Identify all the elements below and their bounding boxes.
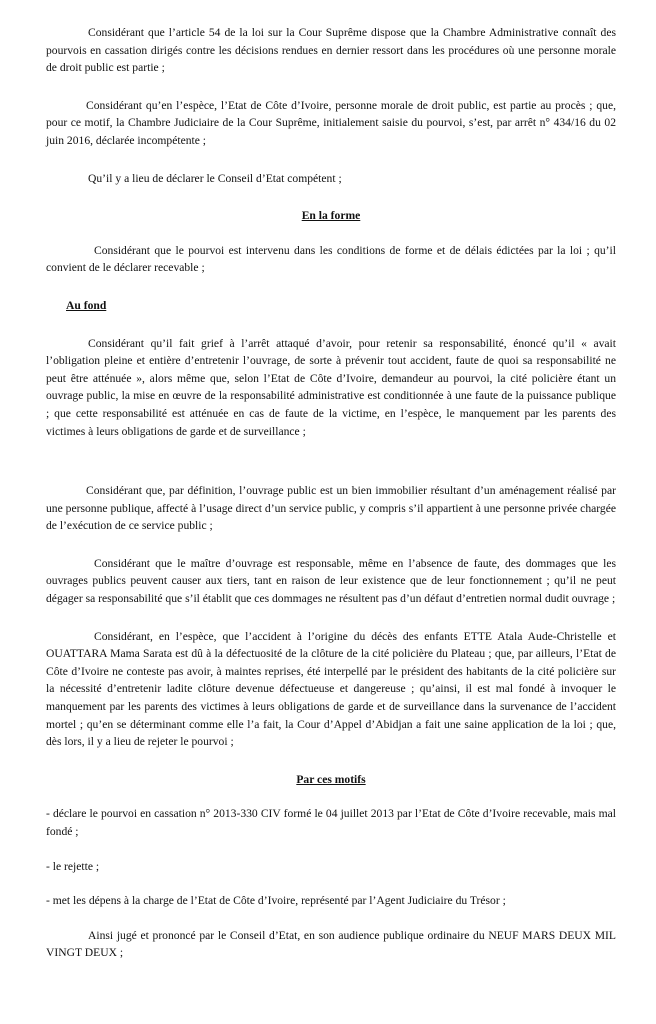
- paragraph-competence-article: Considérant que l’article 54 de la loi sur la Cour Suprême dispose que la Chambre Administrative connaît des pourvois en cassation dirigés contre les décisions rendues en dernier ressort dans les procédures où une personne morale de droit public est partie ;: [46, 26, 616, 75]
- paragraph-conseil-competent: Qu’il y a lieu de déclarer le Conseil d’Etat compétent ;: [88, 171, 342, 185]
- paragraph-recevabilite: Considérant que le pourvoi est intervenu dans les conditions de forme et de délais édictées par la loi ; qu’il convient de le déclarer recevable ;: [46, 243, 616, 275]
- paragraph-espece-accident: Considérant, en l’espèce, que l’accident à l’origine du décès des enfants ETTE Atala Aude-Christelle et OUATTARA Mama Sarata est dû à la défectuosité de la clôture de la cité policière du Plateau ; que, par ailleurs, l’Etat de Côte d’Ivoire ne conteste pas avoir, à maintes reprises, été interpellé par le président des habitants de la cité policière sur la nécessité d’entretenir ladite clôture devenue défectueuse et dangereuse ; qu’ainsi, il est mal fondé à invoquer le manquement par les parents des victimes à leurs obligations de garde et de surveillance dans la survenance de l’accident mortel ; qu’en se déterminant comme elle l’a fait, la Cour d’Appel d’Abidjan a fait une saine application de la loi ; que, dès lors, il y a lieu de rejeter le pourvoi ;: [46, 629, 616, 749]
- paragraph-definition-ouvrage: Considérant que, par définition, l’ouvrage public est un bien immobilier résultant d’un aménagement réalisé par une personne publique, affecté à l’usage direct d’un service public, y compris s’il appartient à une personne privée chargée de l’exécution de ce service public ;: [46, 484, 616, 533]
- paragraph-grief: Considérant qu’il fait grief à l’arrêt attaqué d’avoir, pour retenir sa responsabilité, énoncé qu’il « avait l’obligation pleine et entière d’entretenir l’ouvrage, de sorte à prévenir tout accident, faute de quoi sa responsabilité ne peut être atténuée », alors même que, selon l’Etat de Côte d’Ivoire, demandeur au pourvoi, la cité policière étant un ouvrage public, la mise en œuvre de la responsabilité administrative est conditionnée à une faute de la puissance publique ; que cette responsabilité est atténuée en cas de faute de la victime, en l’espèce, le manquement par les parents des victimes à leurs obligations de garde et de surveillance ;: [46, 336, 616, 438]
- paragraph-competence-espece: Considérant qu’en l’espèce, l’Etat de Côte d’Ivoire, personne morale de droit public, est partie au procès ; que, pour ce motif, la Chambre Judiciaire de la Cour Suprême, initialement saisie du pourvoi, s’est, par arrêt n° 434/16 du 02 juin 2016, déclarée incompétente ;: [46, 98, 616, 147]
- decision-item-recevable: - déclare le pourvoi en cassation n° 2013-330 CIV formé le 04 juillet 2013 par l’Etat de Côte d’Ivoire recevable, mais mal fondé ;: [46, 807, 616, 838]
- paragraph-jugement: Ainsi jugé et prononcé par le Conseil d’Etat, en son audience publique ordinaire du NEUF MARS DEUX MIL VINGT DEUX ;: [46, 928, 616, 960]
- decision-item-depens: - met les dépens à la charge de l’Etat de Côte d’Ivoire, représenté par l’Agent Judiciaire du Trésor ;: [46, 894, 506, 908]
- heading-par-ces-motifs: Par ces motifs: [296, 772, 366, 786]
- heading-en-la-forme: En la forme: [301, 209, 361, 223]
- paragraph-maitre-ouvrage: Considérant que le maître d’ouvrage est responsable, même en l’absence de faute, des dommages que les ouvrages publics peuvent causer aux tiers, tant en raison de leur existence que de leur fonctionnement ; qu’il ne peut dégager sa responsabilité que s’il établit que ces dommages ne résultent pas d’un défaut d’entretien normal dudit ouvrage ;: [46, 556, 616, 606]
- decision-item-rejette: - le rejette ;: [46, 859, 100, 873]
- heading-au-fond: Au fond: [66, 298, 107, 312]
